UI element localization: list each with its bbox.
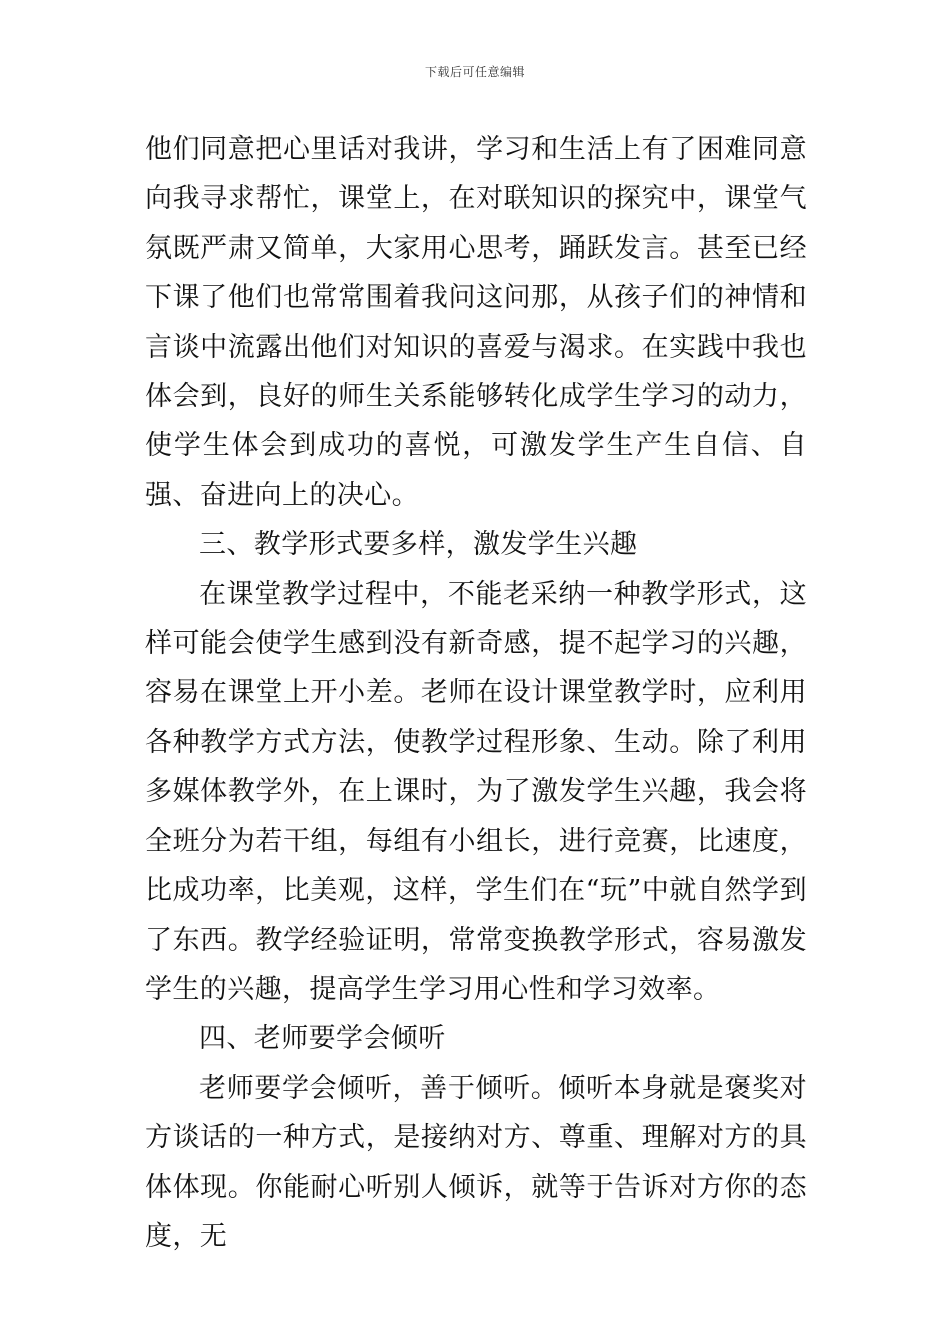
- page-header-note: 下载后可任意编辑: [424, 65, 525, 79]
- paragraph-continuation: 他们同意把心里话对我讲，学习和生活上有了困难同意向我寻求帮忙，课堂上，在对联知识的探究中，课堂气氛既严肃又简单，大家用心思考，踊跃发言。甚至已经下课了他们也常常围着我问这问那，从孩子们的神情和言谈中流露出他们对知识的喜爱与渴求。在实践中我也体会到，良好的师生关系能够转化成学生学习的动力，使学生体会到成功的喜悦，可激发学生产生自信、自强、奋进向上的决心。: [145, 134, 807, 511]
- paragraph-teaching-forms: 在课堂教学过程中，不能老采纳一种教学形式，这样可能会使学生感到没有新奇感，提不起学习的兴趣，容易在课堂上开小差。老师在设计课堂教学时，应利用各种教学方式方法，使教学过程形象、生动。除了利用多媒体教学外，在上课时，为了激发学生兴趣，我会将全班分为若干组，每组有小组长，进行竞赛，比速度，比成功率，比美观，这样，学生们在“玩”中就自然学到了东西。教学经验证明，常常变换教学形式，容易激发学生的兴趣，提高学生学习用心性和学习效率。: [145, 578, 807, 1005]
- section-heading-4: 四、老师要学会倾听: [199, 1023, 446, 1055]
- document-body: [145, 125, 807, 1261]
- paragraph-listening: 老师要学会倾听，善于倾听。倾听本身就是褒奖对方谈话的一种方式，是接纳对方、尊重、理解对方的具体体现。你能耐心听别人倾诉，就等于告诉对方你的态度，无: [145, 1072, 807, 1252]
- section-heading-3: 三、教学形式要多样，激发学生兴趣: [199, 529, 638, 561]
